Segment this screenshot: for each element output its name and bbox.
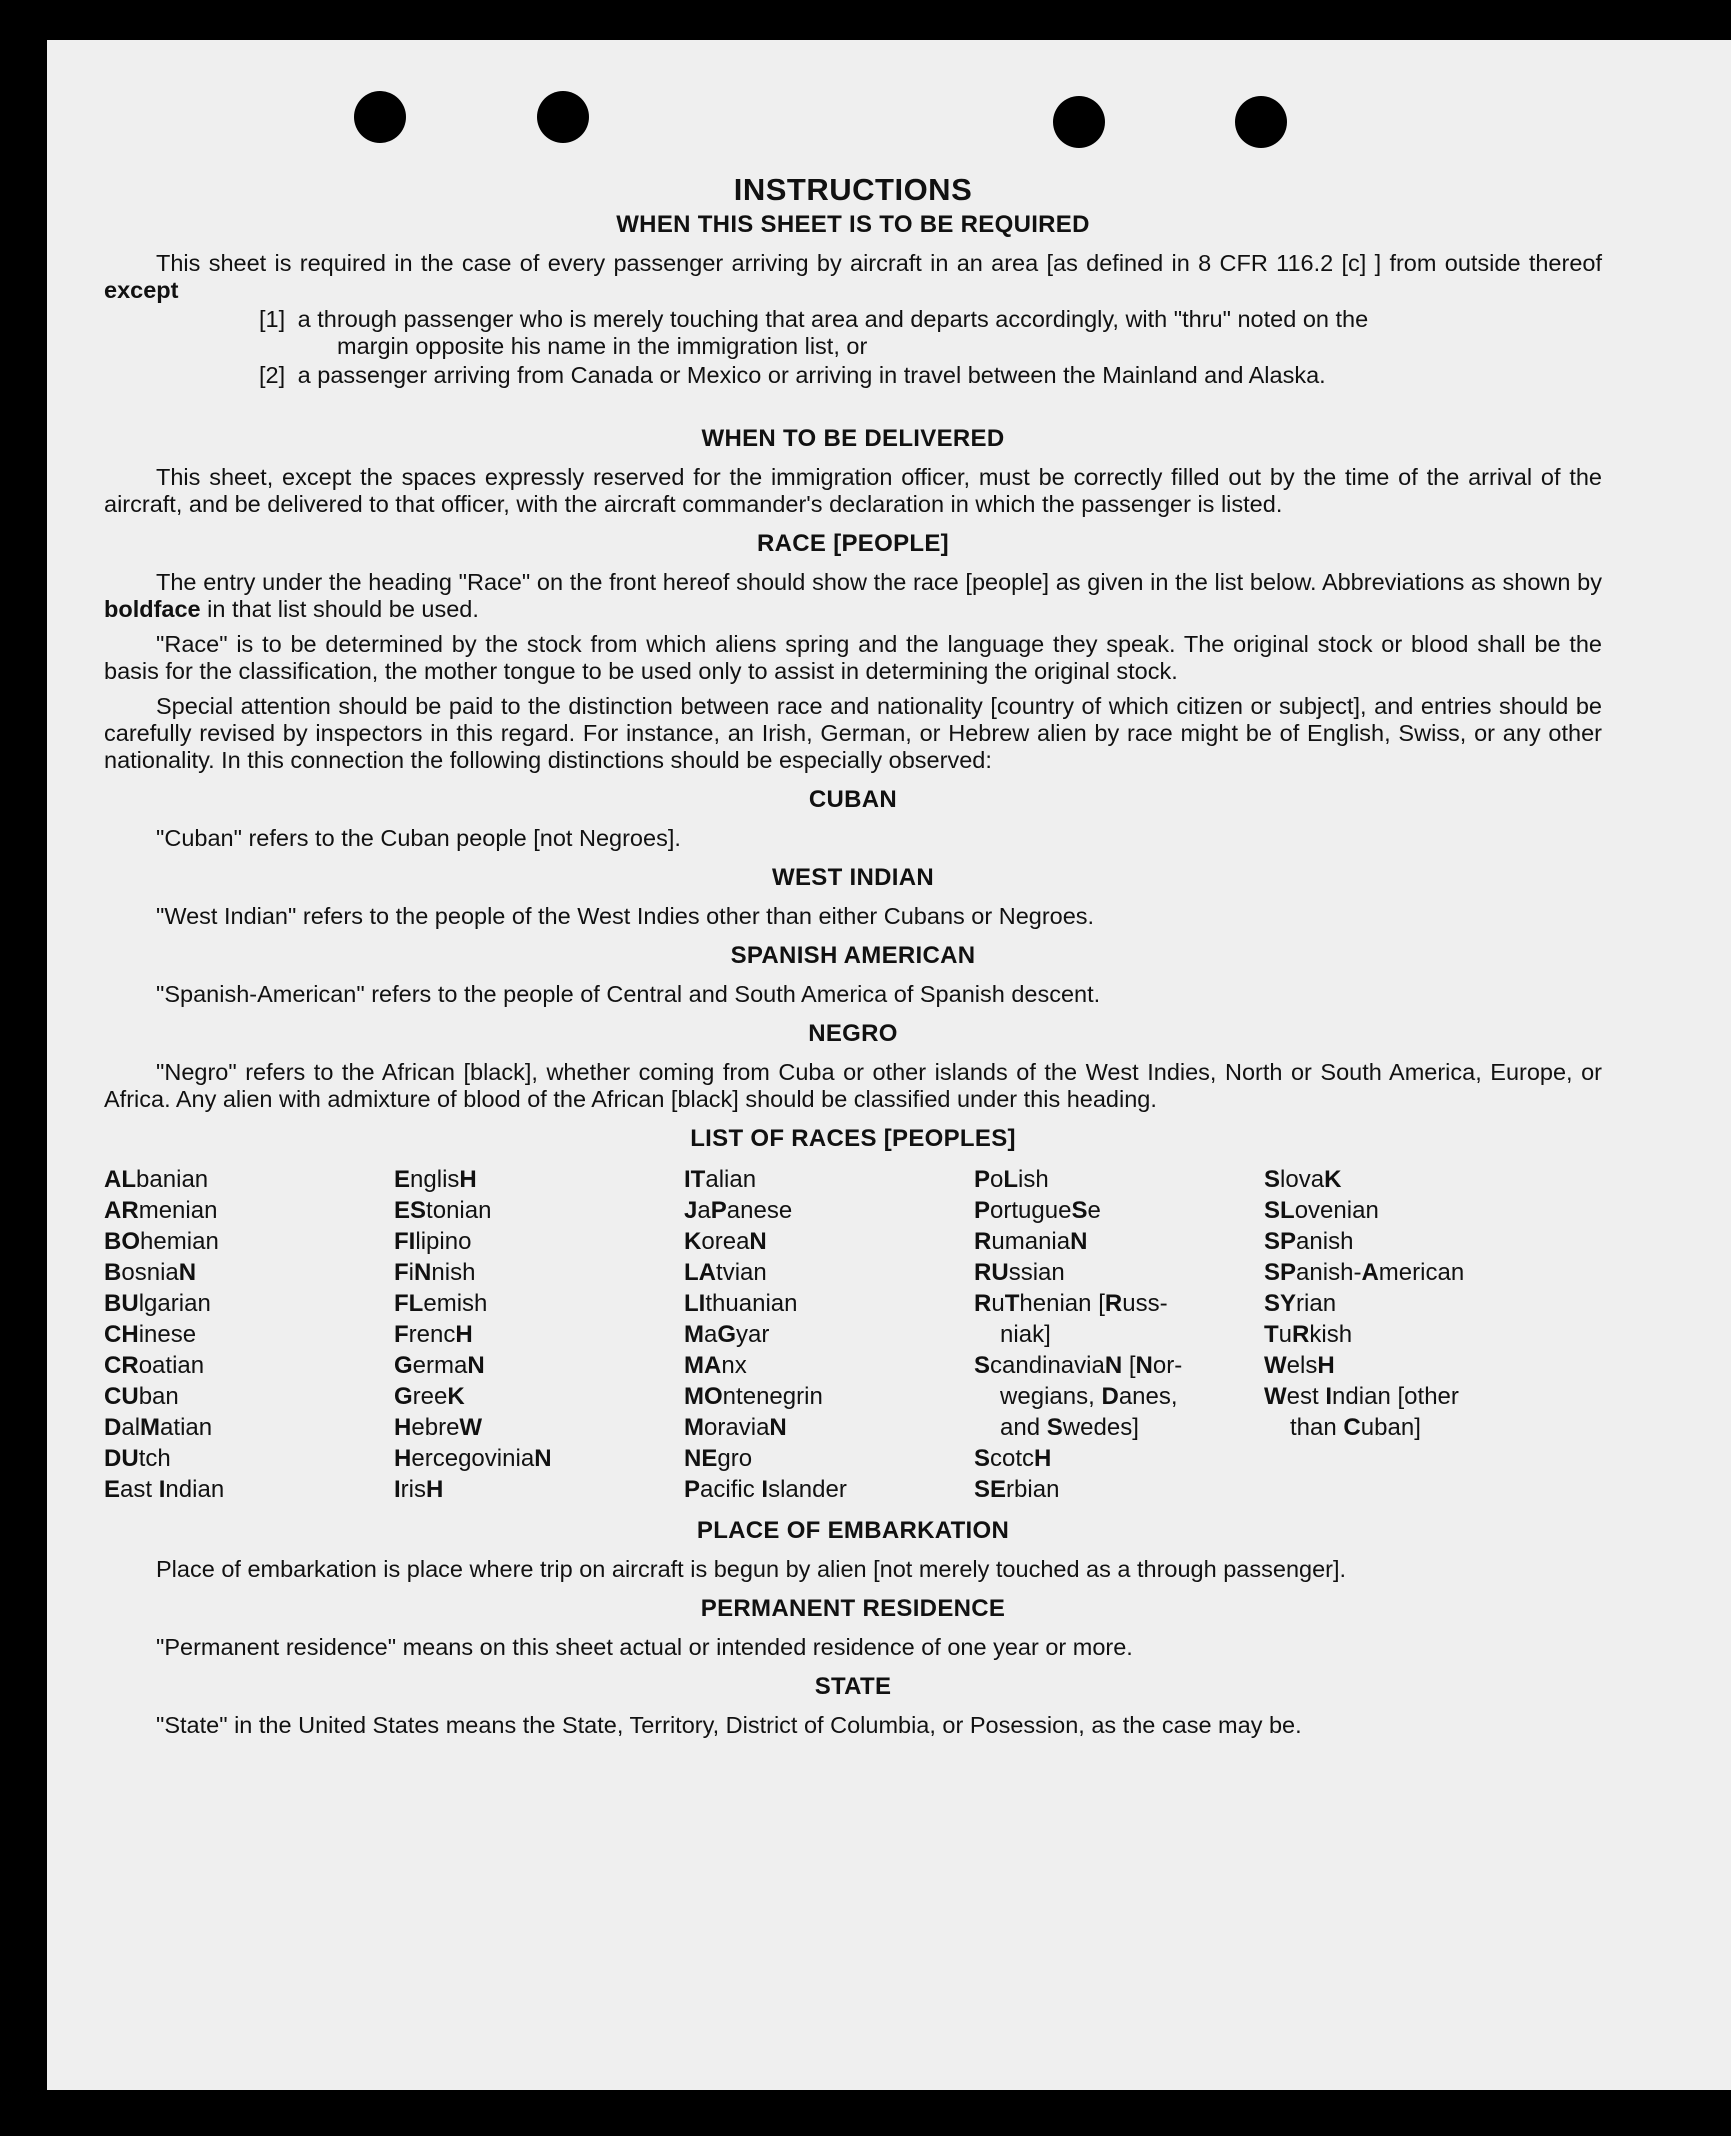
race-entry: RuThenian [Russ- <box>974 1290 1168 1317</box>
punch-hole <box>1235 96 1287 148</box>
race-entry: RUssian <box>974 1259 1065 1286</box>
race-entry: SYrian <box>1264 1290 1337 1317</box>
race-column <box>1264 1164 1554 1505</box>
embarkation-paragraph: Place of embarkation is place where trip on aircraft is begun by alien [not merely touched as a through passenger]. <box>156 1556 1347 1582</box>
section-heading-list-of-races: LIST OF RACES [PEOPLES] <box>690 1125 1016 1152</box>
race-entry: BUlgarian <box>104 1290 211 1317</box>
race-entry: wegians, Danes, <box>1000 1383 1178 1410</box>
race-entry: FiNnish <box>394 1259 476 1286</box>
section-heading-delivered: WHEN TO BE DELIVERED <box>701 425 1005 452</box>
section-heading-required: WHEN THIS SHEET IS TO BE REQUIRED <box>616 211 1090 238</box>
punch-hole <box>354 91 406 143</box>
race-entry: CUban <box>104 1383 179 1410</box>
negro-paragraph: "Negro" refers to the African [black], whether coming from Cuba or other islands of the West Indies, North or South America, Europe, or Africa. Any alien with admixture of blood of the African [black] should be classified under this heading. <box>104 1059 1602 1112</box>
race-entry: CRoatian <box>104 1352 205 1379</box>
section-heading-race: RACE [PEOPLE] <box>757 530 949 557</box>
required-paragraph <box>104 250 1602 304</box>
state-paragraph: "State" in the United States means the State, Territory, District of Columbia, or Posession, as the case may be. <box>156 1712 1302 1738</box>
race-text: The entry under the heading "Race" on the front hereof should show the race [people] as given in the list below. Abbreviations as shown by <box>156 569 1602 595</box>
race-entry: ALbanian <box>104 1166 209 1193</box>
race-entry: ITalian <box>684 1166 757 1193</box>
race-entry: than Cuban] <box>1290 1414 1421 1441</box>
race-entry: IrisH <box>394 1476 444 1503</box>
delivered-paragraph: This sheet, except the spaces expressly reserved for the immigration officer, must be correctly filled out by the time of the arrival of the aircraft, and be delivered to that officer, with the aircraft commander's declaration in which the passenger is listed. <box>104 464 1602 517</box>
item-text: a through passenger who is merely touching that area and departs accordingly, with "thru" noted on the <box>297 306 1369 332</box>
race-entry: DalMatian <box>104 1414 213 1441</box>
race-entry: SPanish <box>1264 1228 1354 1255</box>
required-text: This sheet is required in the case of every passenger arriving by aircraft in an area [as defined in 8 CFR 116.2 [c] ] from outside thereof <box>156 250 1602 276</box>
race-column <box>104 1164 394 1505</box>
race-entry: NEgro <box>684 1445 753 1472</box>
race-entry: CHinese <box>104 1321 197 1348</box>
race-entry: East Indian <box>104 1476 225 1503</box>
race-entry: SErbian <box>974 1476 1060 1503</box>
race-entry: MAnx <box>684 1352 747 1379</box>
race-entry: BosniaN <box>104 1259 197 1286</box>
race-entry: FrencH <box>394 1321 473 1348</box>
race-entry: WelsH <box>1264 1352 1335 1379</box>
race-entry: TuRkish <box>1264 1321 1353 1348</box>
race-column <box>684 1164 974 1505</box>
race-boldface: boldface <box>104 596 201 622</box>
race-column <box>394 1164 684 1505</box>
race-entry: Pacific Islander <box>684 1476 847 1503</box>
item-number: [2] <box>259 362 286 388</box>
residence-paragraph: "Permanent residence" means on this sheet actual or intended residence of one year or more. <box>156 1634 1133 1660</box>
section-heading-residence: PERMANENT RESIDENCE <box>700 1595 1006 1622</box>
race-entry: BOhemian <box>104 1228 219 1255</box>
item-text: a passenger arriving from Canada or Mexico or arriving in travel between the Mainland and Alaska. <box>297 362 1326 388</box>
race-paragraph-1 <box>104 569 1602 623</box>
race-entry: EStonian <box>394 1197 492 1224</box>
race-entry: MOntenegrin <box>684 1383 823 1410</box>
cuban-paragraph: "Cuban" refers to the Cuban people [not Negroes]. <box>156 825 681 851</box>
race-entry: DUtch <box>104 1445 171 1472</box>
instructions-content <box>104 172 1602 1747</box>
spanish-american-paragraph: "Spanish-American" refers to the people of Central and South America of Spanish descent. <box>156 981 1101 1007</box>
race-entry: niak] <box>1000 1321 1051 1348</box>
race-text-end: in that list should be used. <box>207 596 479 622</box>
punch-hole <box>1053 96 1105 148</box>
required-item-1 <box>104 306 1602 333</box>
race-entry: SLovenian <box>1264 1197 1379 1224</box>
race-entry: RumaniaN <box>974 1228 1088 1255</box>
item-number: [1] <box>259 306 286 332</box>
race-entry: HebreW <box>394 1414 483 1441</box>
race-entry: ARmenian <box>104 1197 218 1224</box>
required-item-1-cont: margin opposite his name in the immigration list, or <box>337 333 868 359</box>
section-heading-embarkation: PLACE OF EMBARKATION <box>696 1517 1010 1544</box>
race-entry: PortugueSe <box>974 1197 1101 1224</box>
race-entry: MaGyar <box>684 1321 770 1348</box>
section-heading-cuban: CUBAN <box>808 786 898 813</box>
race-entry: FIlipino <box>394 1228 472 1255</box>
race-entry: JaPanese <box>684 1197 793 1224</box>
race-column <box>974 1164 1264 1505</box>
race-entry: ScandinaviaN [Nor- <box>974 1352 1183 1379</box>
section-heading-spanish-american: SPANISH AMERICAN <box>730 942 976 969</box>
race-entry: LAtvian <box>684 1259 767 1286</box>
section-heading-west-indian: WEST INDIAN <box>772 864 934 891</box>
race-entry: PoLish <box>974 1166 1049 1193</box>
race-entry: and Swedes] <box>1000 1414 1139 1441</box>
race-entry: LIthuanian <box>684 1290 798 1317</box>
race-entry: KoreaN <box>684 1228 767 1255</box>
page-title: INSTRUCTIONS <box>733 172 973 207</box>
race-entry: SPanish-American <box>1264 1259 1465 1286</box>
required-except: except <box>104 277 179 303</box>
race-entry: GermaN <box>394 1352 485 1379</box>
race-paragraph-3: Special attention should be paid to the distinction between race and nationality [country of which citizen or subject], and entries should be carefully revised by inspectors in this regard. For instance, an Irish, German, or Hebrew alien by race might be of English, Swiss, or any other nationality. In this connection the following distinctions should be especially observed: <box>104 693 1602 773</box>
race-entry: MoraviaN <box>684 1414 787 1441</box>
west-indian-paragraph: "West Indian" refers to the people of the West Indies other than either Cubans or Negroes. <box>156 903 1095 929</box>
race-entry: EnglisH <box>394 1166 477 1193</box>
race-entry: FLemish <box>394 1290 488 1317</box>
punch-hole <box>537 91 589 143</box>
required-item-2 <box>104 362 1602 389</box>
race-paragraph-2: "Race" is to be determined by the stock from which aliens spring and the language they speak. The original stock or blood shall be the basis for the classification, the mother tongue to be used only to assist in determining the original stock. <box>104 631 1602 684</box>
race-entry: GreeK <box>394 1383 465 1410</box>
section-heading-negro: NEGRO <box>808 1020 898 1047</box>
section-heading-state: STATE <box>814 1673 892 1700</box>
race-entry: HercegoviniaN <box>394 1445 552 1472</box>
race-entry: ScotcH <box>974 1445 1052 1472</box>
race-entry: West Indian [other <box>1264 1383 1459 1410</box>
races-list <box>104 1164 1602 1505</box>
race-entry: SlovaK <box>1264 1166 1342 1193</box>
